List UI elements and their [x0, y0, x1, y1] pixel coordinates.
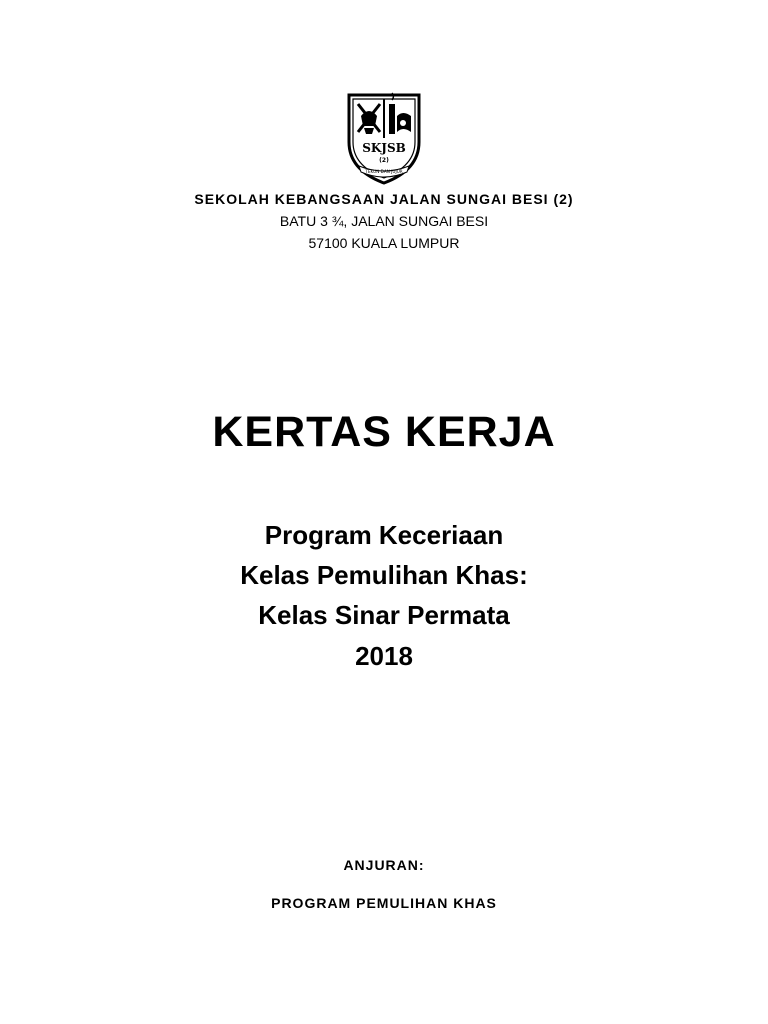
subtitle-line: Kelas Sinar Permata	[258, 600, 510, 630]
subtitle-year: 2018	[355, 641, 413, 671]
school-name: SEKOLAH KEBANGSAAN JALAN SUNGAI BESI (2)	[194, 191, 574, 207]
school-crest-logo	[345, 92, 423, 186]
document-title: KERTAS KERJA	[212, 408, 556, 456]
crest-abbreviation: SKJSB	[362, 141, 406, 155]
address-line-2: 57100 KUALA LUMPUR	[308, 235, 460, 251]
subtitle-line: Kelas Pemulihan Khas:	[240, 560, 528, 590]
organizer-name: PROGRAM PEMULIHAN KHAS	[271, 895, 497, 911]
crest-motto: TEKUN DAN JUJUR	[365, 169, 403, 174]
address-line-1: BATU 3 ¾, JALAN SUNGAI BESI	[279, 213, 489, 229]
crest-number: (2)	[379, 157, 389, 164]
organizer-label: ANJURAN:	[343, 857, 425, 873]
subtitle-line: Program Keceriaan	[264, 520, 504, 550]
